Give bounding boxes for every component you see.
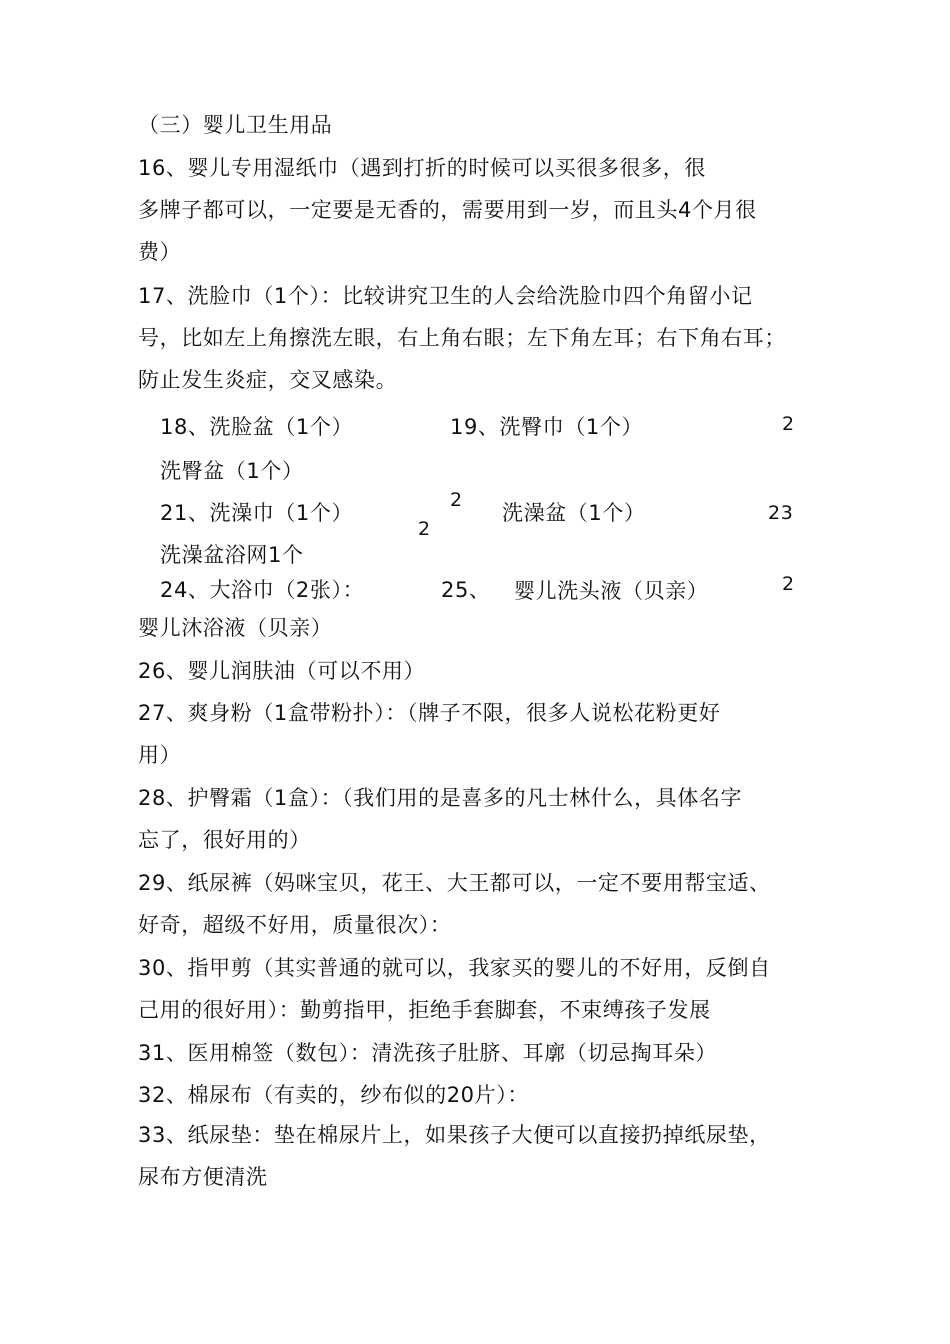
- item-29-line-2: 好奇，超级不好用，质量很次）：: [138, 913, 452, 937]
- item-26: 26、婴儿润肤油（可以不用）: [138, 659, 426, 683]
- item-32: 32、棉尿布（有卖的，纱布似的20片）：: [138, 1083, 529, 1107]
- item-30-line-1: 30、指甲剪（其实普通的就可以，我家买的婴儿的不好用，反倒自: [138, 956, 771, 980]
- item-27-line-2: 用）: [138, 743, 182, 767]
- item-23-number: 23: [768, 502, 794, 524]
- section-title: （三）婴儿卫生用品: [138, 113, 333, 137]
- item-28-line-1: 28、护臀霜（1盒）：（我们用的是喜多的凡士林什么，具体名字: [138, 786, 743, 810]
- item-20: 洗臀盆（1个）: [160, 459, 304, 483]
- item-33-line-2: 尿布方便清洗: [138, 1165, 268, 1189]
- item-26-number-fragment: 2: [782, 573, 795, 595]
- item-29-line-1: 29、纸尿裤（妈咪宝贝，花王、大王都可以，一定不要用帮宝适、: [138, 871, 771, 895]
- item-28-line-2: 忘了，很好用的）: [138, 828, 311, 852]
- item-31: 31、医用棉签（数包）：清洗孩子肚脐、耳廓（切忌掏耳朵）: [138, 1041, 718, 1065]
- item-22-number: 2: [450, 489, 463, 511]
- item-33-line-1: 33、纸尿垫：垫在棉尿片上，如果孩子大便可以直接扔掉纸尿垫，: [138, 1123, 771, 1147]
- item-16-line-2: 多牌子都可以，一定要是无香的，需要用到一岁，而且头4个月很: [138, 198, 757, 222]
- item-18: 18、洗脸盆（1个）: [160, 415, 354, 439]
- item-27-line-1: 27、爽身粉（1盒带粉扑）：（牌子不限，很多人说松花粉更好: [138, 701, 721, 725]
- item-20-number: 2: [782, 413, 795, 435]
- item-21: 21、洗澡巾（1个）: [160, 501, 354, 525]
- item-30-line-2: 己用的很好用）：勤剪指甲，拒绝手套脚套，不束缚孩子发展: [138, 998, 711, 1022]
- clipped-number: 2: [418, 518, 431, 540]
- item-16-line-3: 费）: [138, 240, 182, 264]
- item-22: 洗澡盆（1个）: [502, 501, 646, 525]
- item-25-number: 25、: [441, 578, 491, 602]
- item-17-line-1: 17、洗脸巾（1个）：比较讲究卫生的人会给洗脸巾四个角留小记: [138, 284, 753, 308]
- item-17-line-3: 防止发生炎症，交叉感染。: [138, 368, 398, 392]
- item-17-line-2: 号，比如左上角擦洗左眼，右上角右眼；左下角左耳；右下角右耳；: [138, 326, 786, 350]
- item-23: 洗澡盆浴网1个: [160, 543, 304, 567]
- item-24: 24、大浴巾（2张）：: [160, 578, 365, 602]
- item-25: 婴儿洗头液（贝亲）: [514, 579, 709, 603]
- clipped-number-wrapper: [416, 516, 436, 540]
- item-16-line-1: 16、婴儿专用湿纸巾（遇到打折的时候可以买很多很多，很: [138, 156, 706, 180]
- item-26-shampoo: 婴儿沐浴液（贝亲）: [138, 616, 333, 640]
- item-19: 19、洗臀巾（1个）: [450, 415, 644, 439]
